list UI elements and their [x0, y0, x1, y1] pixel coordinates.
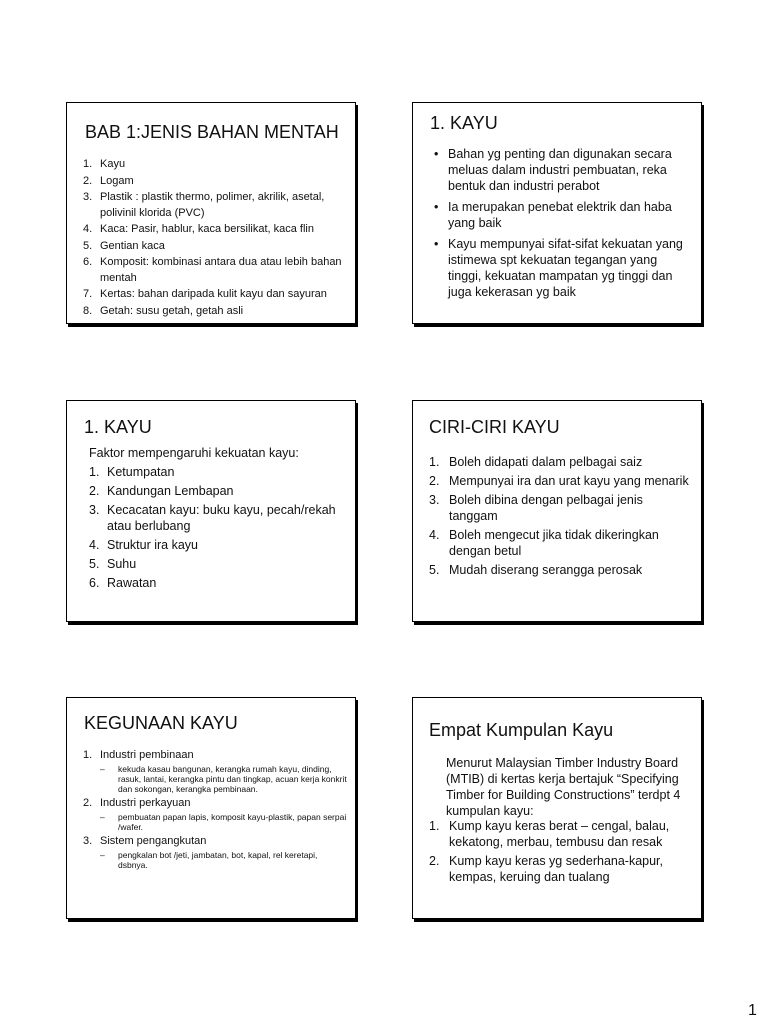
bullet-list — [434, 146, 693, 305]
list-item: • Kayu mempunyai sifat-sifat kekuatan yang istimewa spt kekuatan tegangan yang tinggi, kekuatan mampatan yg tinggi dan juga kekerasan yg baik — [434, 237, 683, 299]
slide-title: 1. KAYU — [430, 113, 498, 133]
intro-text: Faktor mempengaruhi kekuatan kayu: — [89, 446, 299, 460]
page-number: 1 — [748, 1002, 757, 1019]
slide-empat-kumpulan-kayu — [412, 697, 702, 919]
list-item: 6. Rawatan — [89, 576, 157, 590]
list-item: 1. Boleh didapati dalam pelbagai saiz — [429, 455, 643, 469]
intro-text: Menurut Malaysian Timber Industry Board (MTIB) di kertas kerja bertajuk “Specifying Timber for Building Constructions” terdpt 4 kumpulan kayu: — [446, 756, 681, 818]
group-list — [429, 818, 693, 888]
list-item: 1. Kump kayu keras berat – cengal, balau, kekatong, merbau, tembusu dan resak — [429, 819, 670, 849]
material-list — [83, 157, 347, 320]
list-item: 7. Kertas: bahan daripada kulit kayu dan sayuran — [83, 288, 327, 300]
list-item: 2. Industri perkayuan – pembuatan papan lapis, komposit kayu-plastik, papan serpai /wafer. — [83, 797, 347, 832]
list-item: 8. Getah: susu getah, getah asli — [83, 304, 244, 317]
slide-title: CIRI-CIRI KAYU — [429, 417, 560, 437]
list-item: 3. Plastik : plastik thermo, polimer, akrilik, asetal, polivinil klorida (PVC) — [83, 191, 325, 219]
list-item: 3. Boleh dibina dengan pelbagai jenis tanggam — [429, 493, 643, 523]
sub-item: – pengkalan bot /jeti, jambatan, bot, kapal, rel keretapi, dsbnya. — [100, 850, 318, 870]
list-item: 2. Logam — [83, 174, 134, 187]
list-item: 4. Boleh mengecut jika tidak dikeringkan dengan betul — [429, 528, 659, 558]
slide-title: 1. KAYU — [84, 417, 152, 437]
slide-ciri-kayu — [412, 400, 702, 622]
list-item: 5. Gentian kaca — [83, 239, 165, 252]
feature-list — [429, 454, 693, 581]
list-item: • Ia merupakan penebat elektrik dan haba yang baik — [434, 200, 672, 230]
slide-title: BAB 1:JENIS BAHAN MENTAH — [85, 122, 339, 142]
slide-jenis-bahan-mentah — [66, 102, 356, 324]
list-item: 6. Komposit: kombinasi antara dua atau lebih bahan mentah — [83, 256, 342, 284]
list-item: • Bahan yg penting dan digunakan secara meluas dalam industri pembuatan, reka bentuk dan industri perabot — [434, 147, 672, 193]
slide-title: KEGUNAAN KAYU — [84, 713, 238, 733]
slide-title: Empat Kumpulan Kayu — [429, 720, 614, 740]
usage-list — [83, 748, 347, 872]
slide-kayu-intro — [412, 102, 702, 324]
slide-kayu-faktor — [66, 400, 356, 622]
list-item: 5. Suhu — [89, 557, 137, 571]
list-item: 4. Struktur ira kayu — [89, 538, 199, 552]
list-item: 5. Mudah diserang serangga perosak — [429, 563, 643, 577]
list-item: 1. Ketumpatan — [89, 465, 175, 479]
list-item: 2. Mempunyai ira dan urat kayu yang menarik — [429, 474, 689, 488]
list-item: 3. Kecacatan kayu: buku kayu, pecah/rekah atau berlubang — [89, 503, 336, 533]
sub-item: – kekuda kasau bangunan, kerangka rumah kayu, dinding, rasuk, lantai, kerangka pintu dan tingkap, acuan kerja konkrit dan sokongan, kerangka pembinaan. — [100, 764, 347, 794]
list-item: 1. Industri pembinaan – kekuda kasau bangunan, kerangka rumah kayu, dinding, rasuk, lantai, kerangka pintu dan tingkap, acuan kerja konkrit dan sokongan, kerangka pembinaan. — [83, 749, 347, 794]
sub-item: – pembuatan papan lapis, komposit kayu-plastik, papan serpai /wafer. — [100, 812, 347, 832]
factor-list — [89, 464, 347, 594]
slide-kegunaan-kayu — [66, 697, 356, 919]
list-item: 4. Kaca: Pasir, hablur, kaca bersilikat, kaca flin — [83, 223, 314, 235]
list-item: 1. Kayu — [83, 158, 126, 170]
list-item: 2. Kandungan Lembapan — [89, 484, 234, 498]
list-item: 2. Kump kayu keras yg sederhana-kapur, kempas, keruing dan tualang — [429, 854, 664, 884]
list-item: 3. Sistem pengangkutan – pengkalan bot /jeti, jambatan, bot, kapal, rel keretapi, dsbnya. — [83, 834, 347, 870]
